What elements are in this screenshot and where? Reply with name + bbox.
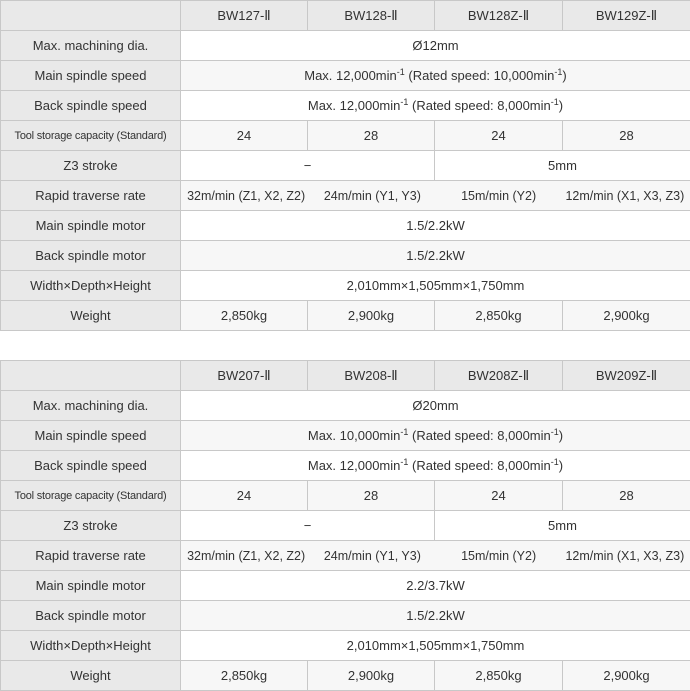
speed-text: Max. 12,000min — [304, 68, 397, 83]
row-tool-storage — [1, 121, 690, 151]
spec-value: 2,850kg — [435, 301, 563, 331]
spec-value: 28 — [308, 481, 435, 511]
speed-text: ) — [562, 68, 567, 83]
row-main-spindle-motor — [1, 571, 690, 601]
corner-cell — [1, 1, 181, 31]
spec-value: 1.5/2.2kW — [181, 211, 690, 241]
spec-value — [181, 61, 690, 91]
spec-table-bw12x — [0, 0, 690, 331]
speed-text: Max. 12,000min — [307, 98, 401, 113]
speed-text: (Rated speed: 10,000min — [404, 68, 555, 83]
spec-value: Ø12mm — [181, 31, 690, 61]
row-label: Rapid traverse rate — [1, 541, 181, 571]
row-main-spindle-motor — [1, 211, 690, 241]
row-back-spindle-motor — [1, 601, 690, 631]
speed-text: ) — [558, 458, 564, 473]
spec-value: 5mm — [435, 151, 690, 181]
spec-value — [181, 541, 690, 571]
speed-text: Max. 10,000min — [307, 428, 401, 443]
model-header: BW209Z-Ⅱ — [563, 361, 690, 391]
rapid-value: 12m/min (X1, X3, Z3) — [565, 548, 685, 563]
row-label: Back spindle speed — [1, 91, 181, 121]
model-header: BW128-Ⅱ — [308, 1, 435, 31]
spec-value: 2,010mm×1,505mm×1,750mm — [181, 271, 690, 301]
model-header: BW208Z-Ⅱ — [435, 361, 563, 391]
row-back-spindle-speed — [1, 451, 690, 481]
spec-value: 2,900kg — [563, 661, 690, 691]
row-rapid-traverse — [1, 181, 690, 211]
model-header: BW129Z-Ⅱ — [563, 1, 690, 31]
spec-value: 2,850kg — [181, 301, 308, 331]
rapid-value: 24m/min (Y1, Y3) — [323, 548, 421, 563]
superscript: -1 — [550, 457, 559, 467]
spec-value: − — [181, 151, 435, 181]
spec-value: Ø20mm — [181, 391, 690, 421]
spec-value: 1.5/2.2kW — [181, 601, 690, 631]
spec-value: 2,850kg — [435, 661, 563, 691]
spec-table-bw20x — [0, 360, 690, 691]
row-label: Width×Depth×Height — [1, 631, 181, 661]
row-label: Z3 stroke — [1, 511, 181, 541]
spec-value: 28 — [308, 121, 435, 151]
superscript: -1 — [396, 67, 405, 77]
spec-value — [181, 181, 690, 211]
speed-text: ) — [558, 98, 564, 113]
spec-value: 28 — [563, 121, 690, 151]
spec-value: 24 — [181, 121, 308, 151]
model-header: BW127-Ⅱ — [181, 1, 308, 31]
row-main-spindle-speed — [1, 421, 690, 451]
rapid-value: 32m/min (Z1, X2, Z2) — [187, 188, 306, 203]
row-label: Tool storage capacity (Standard) — [1, 481, 181, 511]
row-label: Weight — [1, 301, 181, 331]
spec-value: 24 — [435, 121, 563, 151]
spec-value — [181, 451, 690, 481]
spec-value: 24 — [181, 481, 308, 511]
row-label: Main spindle speed — [1, 421, 181, 451]
row-machining-dia — [1, 31, 690, 61]
spec-value: 28 — [563, 481, 690, 511]
rapid-traverse-values — [183, 549, 688, 563]
speed-text: Max. 12,000min — [307, 458, 401, 473]
row-back-spindle-motor — [1, 241, 690, 271]
speed-text: (Rated speed: 8,000min — [408, 428, 551, 443]
model-header: BW207-Ⅱ — [181, 361, 308, 391]
row-label: Weight — [1, 661, 181, 691]
row-label: Max. machining dia. — [1, 31, 181, 61]
row-weight — [1, 661, 690, 691]
row-label: Main spindle speed — [1, 61, 181, 91]
corner-cell — [1, 361, 181, 391]
rapid-value: 24m/min (Y1, Y3) — [323, 188, 421, 203]
row-back-spindle-speed — [1, 91, 690, 121]
row-label: Main spindle motor — [1, 211, 181, 241]
rapid-value: 12m/min (X1, X3, Z3) — [565, 188, 685, 203]
row-label: Rapid traverse rate — [1, 181, 181, 211]
spec-value: 2,900kg — [563, 301, 690, 331]
speed-text: (Rated speed: 8,000min — [408, 458, 551, 473]
spec-value: 5mm — [435, 511, 690, 541]
speed-text: ) — [558, 428, 564, 443]
model-header: BW208-Ⅱ — [308, 361, 435, 391]
rapid-value: 15m/min (Y2) — [461, 188, 537, 203]
superscript: -1 — [550, 427, 559, 437]
row-label: Back spindle motor — [1, 241, 181, 271]
spec-value: 24 — [435, 481, 563, 511]
row-label: Z3 stroke — [1, 151, 181, 181]
superscript: -1 — [400, 97, 409, 107]
row-label: Max. machining dia. — [1, 391, 181, 421]
spec-value: 1.5/2.2kW — [181, 241, 690, 271]
spec-value — [181, 91, 690, 121]
row-label: Width×Depth×Height — [1, 271, 181, 301]
superscript: -1 — [400, 427, 409, 437]
row-z3-stroke — [1, 151, 690, 181]
spec-value: 2,010mm×1,505mm×1,750mm — [181, 631, 690, 661]
spec-value: − — [181, 511, 435, 541]
rapid-value: 32m/min (Z1, X2, Z2) — [187, 548, 306, 563]
model-header-row — [1, 361, 690, 391]
row-label: Back spindle motor — [1, 601, 181, 631]
speed-text: (Rated speed: 8,000min — [408, 98, 551, 113]
rapid-value: 15m/min (Y2) — [461, 548, 537, 563]
spec-value: 2,900kg — [308, 301, 435, 331]
spec-value: 2,850kg — [181, 661, 308, 691]
spec-value — [181, 421, 690, 451]
row-machining-dia — [1, 391, 690, 421]
row-main-spindle-speed — [1, 61, 690, 91]
row-label: Main spindle motor — [1, 571, 181, 601]
superscript: -1 — [400, 457, 409, 467]
superscript: -1 — [550, 97, 559, 107]
model-header-row — [1, 1, 690, 31]
row-z3-stroke — [1, 511, 690, 541]
row-tool-storage — [1, 481, 690, 511]
row-rapid-traverse — [1, 541, 690, 571]
row-weight — [1, 301, 690, 331]
spec-value: 2,900kg — [308, 661, 435, 691]
row-label: Tool storage capacity (Standard) — [1, 121, 181, 151]
row-label: Back spindle speed — [1, 451, 181, 481]
spec-value: 2.2/3.7kW — [181, 571, 690, 601]
superscript: -1 — [554, 67, 563, 77]
row-dimensions — [1, 271, 690, 301]
row-dimensions — [1, 631, 690, 661]
rapid-traverse-values — [183, 189, 688, 203]
model-header: BW128Z-Ⅱ — [435, 1, 563, 31]
